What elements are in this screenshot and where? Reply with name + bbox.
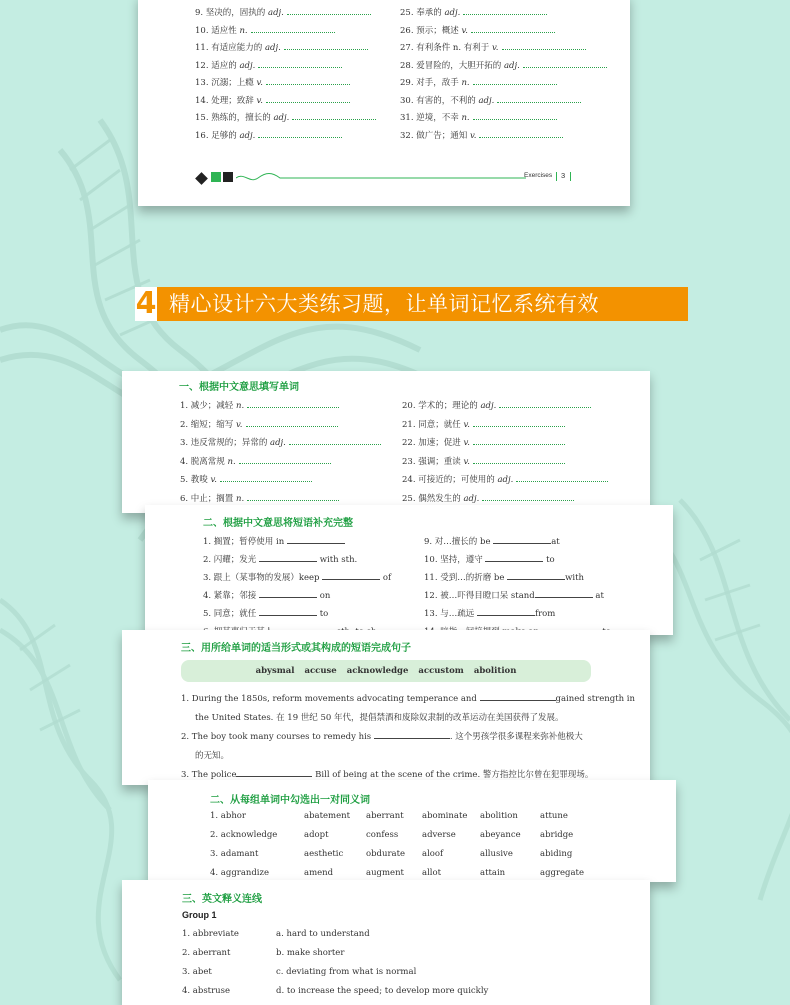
exercise-item bbox=[203, 571, 391, 583]
exercise-item bbox=[400, 24, 555, 36]
option-word[interactable]: aesthetic bbox=[304, 849, 344, 859]
answer-blank[interactable] bbox=[322, 571, 380, 580]
answer-blank[interactable] bbox=[374, 730, 450, 739]
option-word[interactable]: allot bbox=[422, 868, 442, 878]
exercise-item bbox=[402, 418, 565, 430]
item-prompt: 10. 坚持，遵守 bbox=[424, 555, 486, 565]
word-bank bbox=[181, 660, 591, 682]
answer-blank[interactable] bbox=[284, 41, 368, 50]
match-definition[interactable]: b. make shorter bbox=[276, 948, 345, 958]
item-prompt: 16. 足够的 bbox=[195, 130, 240, 141]
part-of-speech: v. bbox=[463, 419, 470, 430]
part-of-speech: n. bbox=[236, 493, 245, 504]
question-word: 3. adamant bbox=[210, 849, 259, 859]
question-word: 1. abhor bbox=[210, 811, 246, 821]
item-prompt: 9. 对…擅长的 be bbox=[424, 537, 494, 547]
item-prompt: 28. 爱冒险的，大胆开拓的 bbox=[400, 60, 504, 71]
option-word[interactable]: abridge bbox=[540, 830, 574, 840]
item-prompt: 2. 缩短；缩写 bbox=[180, 419, 237, 430]
answer-blank[interactable] bbox=[493, 535, 551, 544]
option-word[interactable]: abolition bbox=[480, 811, 518, 821]
footer-separator bbox=[556, 172, 557, 181]
answer-blank[interactable] bbox=[535, 589, 593, 598]
exercise-item bbox=[424, 589, 604, 601]
part-of-speech: n. bbox=[461, 113, 470, 123]
answer-blank[interactable] bbox=[473, 111, 557, 120]
exercise-card-phrase bbox=[145, 505, 673, 635]
item-prompt: 29. 对手，敌手 bbox=[400, 78, 462, 88]
match-term[interactable]: 2. aberrant bbox=[182, 948, 231, 958]
answer-blank[interactable] bbox=[497, 94, 581, 103]
answer-blank[interactable] bbox=[499, 399, 591, 408]
part-of-speech: n. bbox=[239, 25, 248, 36]
answer-blank[interactable] bbox=[473, 76, 557, 85]
part-of-speech: adj. bbox=[273, 113, 290, 123]
exercise-item bbox=[195, 94, 350, 106]
answer-blank[interactable] bbox=[507, 571, 565, 580]
match-term[interactable]: 4. abstruse bbox=[182, 986, 231, 996]
option-word[interactable]: abatement bbox=[304, 811, 351, 821]
exercise-card-match bbox=[122, 880, 650, 1005]
part-of-speech: adj. bbox=[264, 43, 281, 53]
item-prompt: 11. 受到…的折磨 be bbox=[424, 573, 508, 583]
exercise-item bbox=[400, 6, 547, 18]
exercise-item bbox=[203, 535, 345, 547]
exercise-card-fill-word bbox=[122, 371, 650, 513]
section-title: 二、根据中文意思将短语补充完整 bbox=[203, 518, 353, 529]
option-word[interactable]: abominate bbox=[422, 811, 468, 821]
exercise-item bbox=[402, 492, 574, 504]
sentence-text: 1. During the 1850s, reform movements advocating temperance and bbox=[181, 694, 480, 704]
item-prompt: 30. 有害的，不利的 bbox=[400, 95, 479, 106]
answer-blank[interactable] bbox=[502, 41, 586, 50]
word-bank-item: accustom bbox=[418, 666, 464, 676]
exercise-item bbox=[203, 553, 357, 565]
answer-blank[interactable] bbox=[236, 768, 312, 777]
item-prompt: 11. 有适应能力的 bbox=[195, 43, 265, 53]
exercise-item bbox=[400, 41, 586, 53]
part-of-speech: adj. bbox=[478, 95, 495, 106]
group-label: Group 1 bbox=[182, 910, 217, 920]
answer-blank[interactable] bbox=[259, 607, 317, 616]
banner-title: 精心设计六大类练习题，让单词记忆系统有效 bbox=[169, 292, 599, 316]
exercise-item bbox=[195, 76, 350, 88]
section-title: 一、根据中文意思填写单词 bbox=[179, 382, 299, 393]
footer-label: Exercises bbox=[524, 172, 553, 179]
item-prompt: 6. 中止；搁置 bbox=[180, 493, 237, 504]
sentence-line bbox=[195, 749, 229, 761]
answer-blank[interactable] bbox=[247, 492, 339, 501]
item-prompt: 15. 熟练的，擅长的 bbox=[195, 113, 274, 123]
part-of-speech: adj. bbox=[268, 8, 284, 18]
item-prompt: 22. 加速；促进 bbox=[402, 438, 464, 448]
sentence-text: Bill of being at the scene of the crime. 警方指控比尔曾在犯罪现场。 bbox=[312, 770, 594, 780]
exercise-item bbox=[400, 59, 607, 71]
exercise-item bbox=[424, 571, 584, 583]
exercise-item bbox=[195, 6, 371, 18]
answer-blank[interactable] bbox=[266, 76, 350, 85]
page-footer bbox=[194, 172, 630, 186]
item-prompt: 25. 偶然发生的 bbox=[402, 493, 464, 504]
item-suffix: on bbox=[317, 591, 331, 601]
option-word[interactable]: attain bbox=[480, 868, 506, 878]
green-square-icon bbox=[211, 172, 221, 182]
answer-blank[interactable] bbox=[473, 436, 565, 445]
item-prompt: 1. 搁置；暂停使用 in bbox=[203, 537, 287, 547]
item-suffix: to bbox=[543, 555, 555, 565]
banner-number: 4 bbox=[135, 286, 157, 321]
exercise-item bbox=[424, 535, 560, 547]
exercise-card-synonym bbox=[148, 780, 676, 882]
section-title: 二、从每组单词中勾选出一对同义词 bbox=[210, 795, 370, 806]
answer-blank[interactable] bbox=[473, 418, 565, 427]
part-of-speech: v. bbox=[256, 78, 263, 88]
item-prompt: 12. 被…吓得目瞪口呆 stand bbox=[424, 591, 535, 601]
sentence-line bbox=[195, 711, 564, 723]
option-word[interactable]: obdurate bbox=[366, 849, 406, 859]
option-word[interactable]: abiding bbox=[540, 849, 573, 859]
part-of-speech: adj. bbox=[270, 438, 286, 448]
exercise-item bbox=[195, 41, 368, 53]
part-of-speech: n. bbox=[461, 78, 470, 88]
option-word[interactable]: allusive bbox=[480, 849, 513, 859]
exercise-item bbox=[180, 418, 338, 430]
exercise-item bbox=[203, 589, 330, 601]
sentence-text: 2. The boy took many courses to remedy his bbox=[181, 732, 374, 742]
item-prompt: 25. 奉承的 bbox=[400, 8, 445, 18]
word-bank-item: accuse bbox=[304, 666, 337, 676]
answer-blank[interactable] bbox=[473, 455, 565, 464]
option-word[interactable]: aberrant bbox=[366, 811, 404, 821]
black-square-icon bbox=[223, 172, 233, 182]
option-word[interactable]: adopt bbox=[304, 830, 329, 840]
exercise-item bbox=[180, 436, 381, 448]
exercise-item bbox=[400, 76, 557, 88]
option-word[interactable]: attune bbox=[540, 811, 568, 821]
item-prompt: 20. 学术的；理论的 bbox=[402, 401, 481, 411]
sentence-text: 的无知。 bbox=[195, 751, 230, 761]
part-of-speech: adj. bbox=[463, 493, 480, 504]
exercise-item bbox=[424, 607, 555, 619]
answer-blank[interactable] bbox=[479, 129, 563, 138]
option-word[interactable]: adverse bbox=[422, 830, 456, 840]
section-title: 三、用所给单词的适当形式或其构成的短语完成句子 bbox=[181, 643, 411, 654]
question-word: 4. aggrandize bbox=[210, 868, 270, 878]
item-prompt: 13. 沉溺；上瘾 bbox=[195, 78, 257, 88]
answer-blank[interactable] bbox=[287, 535, 345, 544]
exercise-item bbox=[402, 399, 591, 411]
question-word: 2. acknowledge bbox=[210, 830, 278, 840]
exercise-item bbox=[402, 473, 608, 485]
item-prompt: 3. 跟上（某事物的发展）keep bbox=[203, 573, 323, 583]
match-definition[interactable]: a. hard to understand bbox=[276, 929, 370, 939]
exercise-item bbox=[195, 59, 342, 71]
exercise-item bbox=[195, 24, 335, 36]
exercise-card-sentence bbox=[122, 630, 650, 785]
answer-blank[interactable] bbox=[482, 492, 574, 501]
answer-blank[interactable] bbox=[523, 59, 607, 68]
part-of-speech: v. bbox=[492, 43, 499, 53]
part-of-speech: v. bbox=[236, 419, 243, 430]
match-definition[interactable]: d. to increase the speed; to develop more quickly bbox=[276, 986, 489, 996]
answer-blank[interactable] bbox=[246, 418, 338, 427]
item-prompt: 10. 适应性 bbox=[195, 25, 240, 36]
exercise-item bbox=[180, 399, 339, 411]
sentence-line bbox=[181, 692, 635, 704]
exercise-item bbox=[195, 129, 342, 141]
answer-blank[interactable] bbox=[258, 59, 342, 68]
item-prompt: 13. 与…疏远 bbox=[424, 609, 477, 619]
sentence-text: 3. The police bbox=[181, 770, 237, 780]
sentence-line bbox=[181, 768, 593, 780]
answer-blank[interactable] bbox=[239, 455, 331, 464]
word-bank-item: acknowledge bbox=[346, 666, 409, 676]
part-of-speech: adj. bbox=[503, 60, 520, 71]
footer-separator-2 bbox=[570, 172, 571, 181]
answer-blank[interactable] bbox=[258, 129, 342, 138]
answer-blank[interactable] bbox=[516, 473, 608, 482]
page-number: 3 bbox=[561, 171, 566, 180]
answer-blank[interactable] bbox=[477, 607, 535, 616]
sentence-text: . 这个男孩学很多课程来弥补他极大 bbox=[449, 732, 583, 742]
item-prompt: 2. 闪耀；发光 bbox=[203, 555, 260, 565]
part-of-speech: v. bbox=[210, 475, 218, 485]
exercise-item bbox=[180, 492, 339, 504]
exercise-item bbox=[195, 111, 376, 123]
exercise-item bbox=[400, 111, 557, 123]
item-suffix: to bbox=[317, 609, 329, 619]
diamond-icon bbox=[195, 172, 208, 185]
item-prompt: 26. 预示；概述 bbox=[400, 25, 462, 36]
answer-blank[interactable] bbox=[251, 24, 335, 33]
exercise-item bbox=[203, 607, 328, 619]
item-prompt: 1. 减少；减轻 bbox=[180, 401, 237, 411]
exercise-item bbox=[180, 455, 331, 467]
match-term[interactable]: 3. abet bbox=[182, 967, 212, 977]
item-prompt: 32. 做广告；通知 bbox=[400, 130, 470, 141]
answer-blank[interactable] bbox=[485, 553, 543, 562]
part-of-speech: adj. bbox=[497, 475, 514, 485]
answer-blank[interactable] bbox=[287, 6, 371, 15]
answer-blank[interactable] bbox=[266, 94, 350, 103]
part-of-speech: n. bbox=[227, 456, 236, 467]
item-suffix: at bbox=[551, 537, 560, 547]
item-prompt: 12. 适应的 bbox=[195, 60, 240, 71]
exercise-item bbox=[402, 436, 565, 448]
part-of-speech: v. bbox=[256, 95, 263, 106]
match-definition[interactable]: c. deviating from what is normal bbox=[276, 967, 417, 977]
part-of-speech: v. bbox=[469, 130, 477, 141]
item-suffix: of bbox=[380, 573, 392, 583]
option-word[interactable]: aggregate bbox=[540, 868, 584, 878]
part-of-speech: v. bbox=[463, 438, 470, 448]
item-prompt: 9. 坚决的，固执的 bbox=[195, 8, 269, 18]
exercise-item bbox=[400, 129, 563, 141]
answer-blank[interactable] bbox=[259, 589, 317, 598]
option-word[interactable]: aloof bbox=[422, 849, 444, 859]
item-prompt: 5. 教唆 bbox=[180, 475, 211, 485]
part-of-speech: adj. bbox=[480, 401, 497, 411]
option-word[interactable]: abeyance bbox=[480, 830, 521, 840]
part-of-speech: adj. bbox=[239, 130, 256, 141]
part-of-speech: v. bbox=[461, 25, 468, 36]
item-prompt: 14. 处理；致辞 bbox=[195, 95, 257, 106]
item-prompt: 21. 同意；就任 bbox=[402, 419, 464, 430]
part-of-speech: n. bbox=[236, 401, 245, 411]
word-bank-item: abolition bbox=[473, 666, 517, 676]
sentence-text: gained strength in bbox=[555, 694, 635, 704]
item-prompt: 3. 违反常规的；异常的 bbox=[180, 438, 271, 448]
exercise-item bbox=[180, 473, 312, 485]
footer-wave-line bbox=[236, 172, 526, 184]
section-title: 三、英文释义连线 bbox=[182, 894, 262, 905]
item-prompt: 4. 紧靠；邻接 bbox=[203, 591, 260, 601]
item-prompt: 24. 可接近的；可使用的 bbox=[402, 475, 498, 485]
word-bank-item: abysmal bbox=[255, 666, 295, 676]
item-prompt: 27. 有利条件 n. 有利于 bbox=[400, 43, 493, 53]
option-word[interactable]: amend bbox=[304, 868, 334, 878]
item-prompt: 5. 同意；就任 bbox=[203, 609, 260, 619]
item-suffix: from bbox=[534, 609, 556, 619]
answer-blank[interactable] bbox=[220, 473, 312, 482]
option-word[interactable]: augment bbox=[366, 868, 404, 878]
answer-blank[interactable] bbox=[480, 692, 556, 701]
exercise-item bbox=[400, 94, 581, 106]
section-banner bbox=[135, 287, 688, 321]
part-of-speech: adj. bbox=[239, 60, 256, 71]
item-suffix: with sth. bbox=[317, 555, 358, 565]
item-prompt: 4. 脱离常规 bbox=[180, 456, 228, 467]
item-prompt: 31. 逆境，不幸 bbox=[400, 113, 462, 123]
option-word[interactable]: confess bbox=[366, 830, 399, 840]
sentence-line bbox=[181, 730, 583, 742]
item-prompt: 23. 强调；重读 bbox=[402, 456, 464, 467]
top-exercise-page bbox=[138, 0, 630, 206]
sentence-text: the United States. 在 19 世纪 50 年代，提倡禁酒和废除奴隶制的改革运动在美国获得了发展。 bbox=[195, 713, 564, 723]
answer-blank[interactable] bbox=[292, 111, 376, 120]
part-of-speech: adj. bbox=[444, 8, 461, 18]
item-suffix: with bbox=[565, 573, 584, 583]
answer-blank[interactable] bbox=[463, 6, 547, 15]
answer-blank[interactable] bbox=[247, 399, 339, 408]
part-of-speech: v. bbox=[463, 456, 470, 467]
answer-blank[interactable] bbox=[471, 24, 555, 33]
exercise-item bbox=[402, 455, 565, 467]
answer-blank[interactable] bbox=[289, 436, 381, 445]
exercise-item bbox=[424, 553, 555, 565]
item-suffix: at bbox=[592, 591, 604, 601]
answer-blank[interactable] bbox=[259, 553, 317, 562]
match-term[interactable]: 1. abbreviate bbox=[182, 929, 239, 939]
